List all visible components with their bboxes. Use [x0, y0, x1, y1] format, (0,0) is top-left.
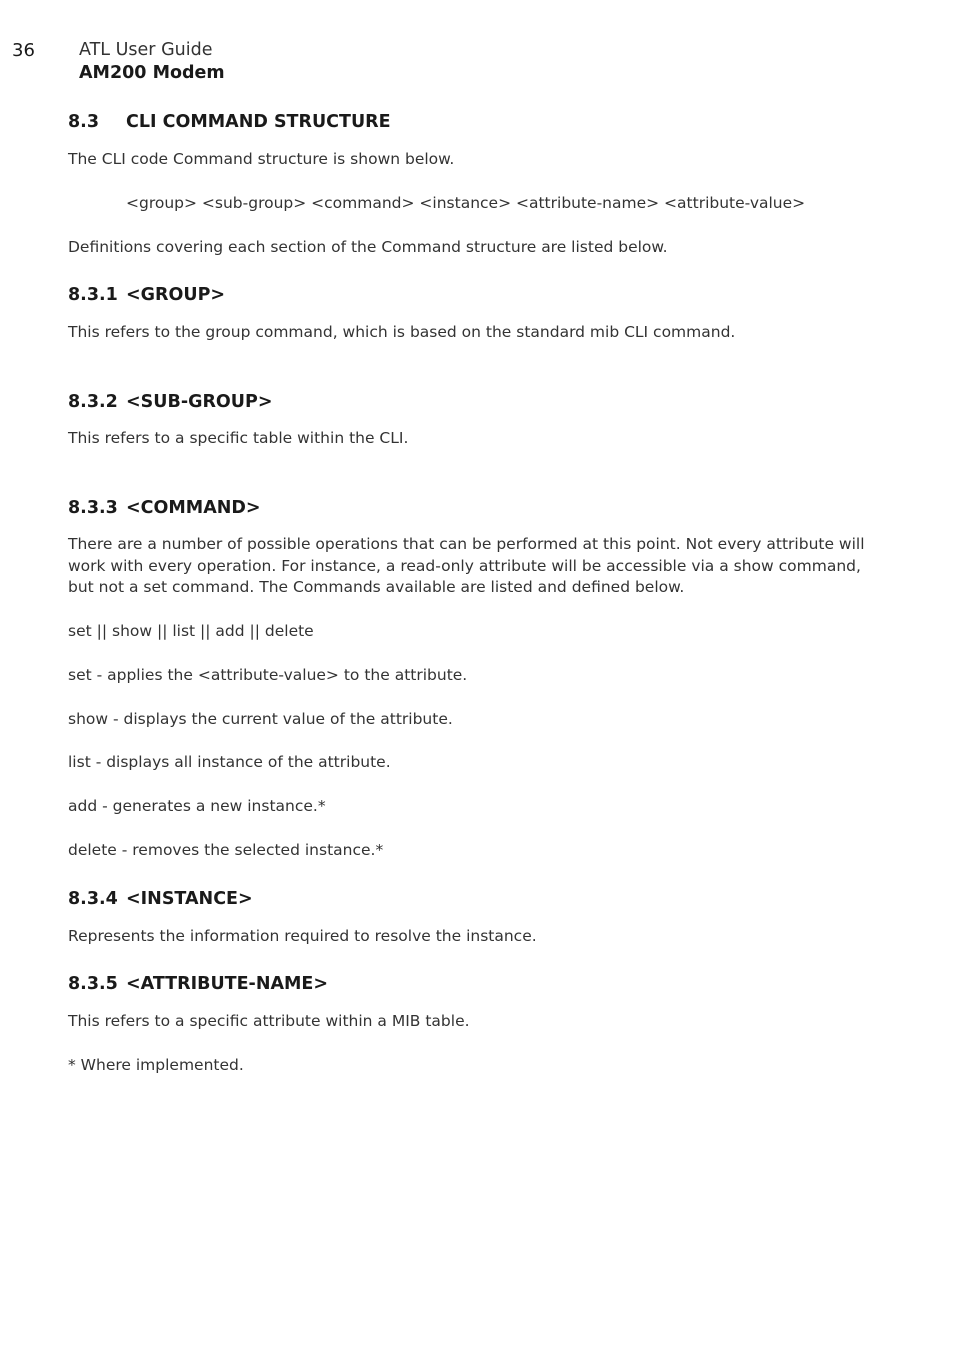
- attribute-name-number: 8.3.5: [68, 974, 118, 994]
- attribute-name-text: This refers to a specific attribute within a MIB table.: [68, 1012, 470, 1030]
- instance-number: 8.3.4: [68, 889, 118, 909]
- group-text: This refers to the group command, which is based on the standard mib CLI command.: [68, 323, 736, 341]
- page-number: 36: [12, 40, 35, 61]
- guide-title: ATL User Guide: [79, 40, 213, 60]
- instance-title: <INSTANCE>: [126, 889, 253, 909]
- group-title: <GROUP>: [126, 285, 226, 305]
- definitions-intro: Definitions covering each section of the Command structure are listed below.: [68, 238, 668, 256]
- command-syntax: <group> <sub-group> <command> <instance> <attribute-name> <attribute-value>: [126, 194, 806, 212]
- instance-text: Represents the information required to resolve the instance.: [68, 927, 537, 945]
- command-item-add: add - generates a new instance.*: [68, 797, 326, 815]
- subgroup-title: <SUB-GROUP>: [126, 392, 273, 412]
- command-text: There are a number of possible operations that can be performed at this point. Not every attribute will work with every operation. For instance, a read-only attribute will be accessible via a show command, but not a set command. The Commands available are listed and defined below.: [68, 535, 865, 596]
- section-number: 8.3: [68, 112, 100, 132]
- attribute-name-title: <ATTRIBUTE-NAME>: [126, 974, 329, 994]
- subgroup-number: 8.3.2: [68, 392, 118, 412]
- command-item-delete: delete - removes the selected instance.*: [68, 841, 384, 859]
- command-item-list: list - displays all instance of the attribute.: [68, 753, 391, 771]
- section-title: CLI COMMAND STRUCTURE: [126, 112, 391, 132]
- subgroup-text: This refers to a specific table within the CLI.: [68, 429, 409, 447]
- command-options: set || show || list || add || delete: [68, 622, 314, 640]
- group-number: 8.3.1: [68, 285, 118, 305]
- command-number: 8.3.3: [68, 498, 118, 518]
- command-item-set: set - applies the <attribute-value> to the attribute.: [68, 666, 468, 684]
- command-title: <COMMAND>: [126, 498, 261, 518]
- command-item-show: show - displays the current value of the attribute.: [68, 710, 453, 728]
- footnote: * Where implemented.: [68, 1056, 244, 1074]
- section-intro: The CLI code Command structure is shown below.: [68, 150, 455, 168]
- product-title: AM200 Modem: [79, 63, 225, 83]
